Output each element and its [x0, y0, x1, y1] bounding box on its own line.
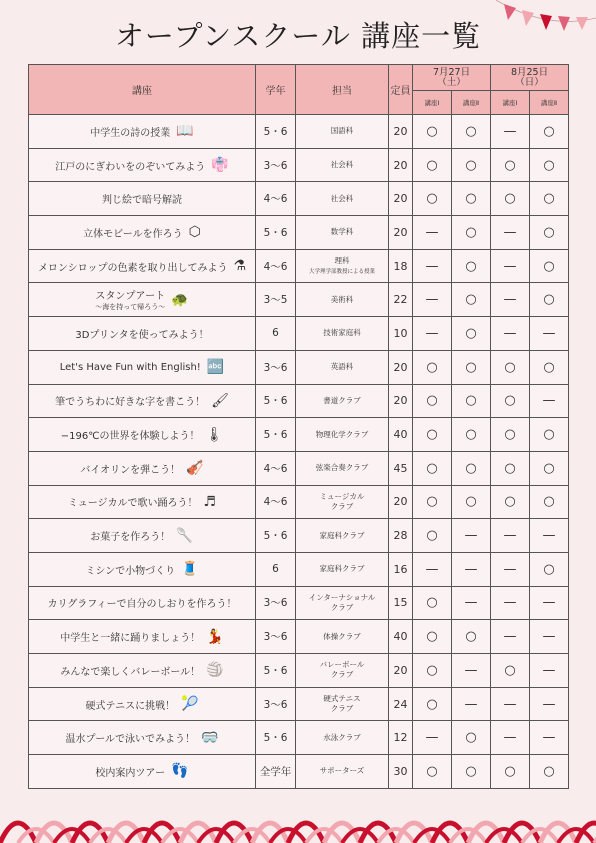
course-name: メロンシロップの色素を取り出してみよう [37, 262, 228, 274]
session-availability-cell: ○ [452, 384, 491, 418]
table-row [29, 216, 569, 250]
session-availability-cell: ○ [413, 451, 452, 485]
flask-icon: ⚗ [233, 258, 247, 275]
session-availability-cell: ○ [530, 249, 569, 283]
teacher-name: サポーターズ [319, 766, 365, 776]
session-availability-cell: ○ [452, 317, 491, 351]
grade-cell: 5・6 [256, 519, 296, 553]
course-cell [29, 721, 256, 755]
session-availability-cell: — [491, 283, 530, 317]
session-availability-cell: ○ [413, 687, 452, 721]
violin-icon: 🎻 [186, 460, 204, 477]
session-availability-cell: ○ [452, 249, 491, 283]
teacher-subtitle: クラブ [330, 501, 354, 511]
teacher-cell [296, 418, 389, 452]
sewing-machine-icon: 🧵 [181, 561, 199, 578]
course-cell [29, 148, 256, 182]
capacity-cell: 20 [389, 182, 413, 216]
session-availability-cell: ○ [530, 216, 569, 250]
session-availability-cell: ○ [452, 620, 491, 654]
teacher-name: 技術家庭科 [323, 328, 361, 338]
session-availability-cell: ○ [452, 755, 491, 789]
teacher-name: 英語科 [330, 362, 354, 372]
table-row [29, 283, 569, 317]
course-name: 硬式テニスに挑戦！ [85, 700, 176, 712]
course-cell [29, 249, 256, 283]
grade-cell: 4〜6 [256, 182, 296, 216]
course-name: みんなで楽しくバレーボール！ [60, 666, 201, 678]
scallop-border-decoration [0, 803, 596, 843]
session-availability-cell: — [491, 115, 530, 149]
sea-creatures-icon: 🐢 [171, 291, 189, 308]
teacher-name: 社会科 [330, 193, 354, 203]
session-availability-cell: — [530, 384, 569, 418]
grade-cell: 全学年 [256, 755, 296, 789]
session-availability-cell: ○ [452, 418, 491, 452]
session-availability-cell: — [530, 687, 569, 721]
course-cell [29, 620, 256, 654]
header-date-2 [491, 65, 569, 91]
teacher-cell [296, 148, 389, 182]
table-row [29, 317, 569, 351]
session-availability-cell: ○ [452, 182, 491, 216]
header-teacher: 担当 [296, 65, 389, 115]
session-availability-cell: — [491, 586, 530, 620]
session-availability-cell: ○ [491, 148, 530, 182]
teacher-name: 家庭科クラブ [319, 564, 365, 574]
table-row [29, 485, 569, 519]
table-row [29, 519, 569, 553]
teacher-cell [296, 283, 389, 317]
teacher-cell [296, 317, 389, 351]
session-availability-cell: — [413, 283, 452, 317]
goggles-icon: 🥽 [201, 729, 219, 746]
course-cell [29, 216, 256, 250]
session-availability-cell: — [530, 586, 569, 620]
table-row [29, 249, 569, 283]
grade-cell: 3〜6 [256, 350, 296, 384]
session-availability-cell: ○ [530, 115, 569, 149]
grade-cell: 3〜5 [256, 283, 296, 317]
table-row [29, 182, 569, 216]
session-availability-cell: ○ [413, 182, 452, 216]
session-availability-cell: ○ [413, 519, 452, 553]
course-name: カリグラフィーで自分のしおりを作ろう！ [47, 599, 237, 611]
teacher-cell [296, 519, 389, 553]
grade-cell: 4〜6 [256, 485, 296, 519]
session-availability-cell: — [491, 249, 530, 283]
session-availability-cell: ○ [413, 418, 452, 452]
table-body [29, 115, 569, 789]
capacity-cell: 20 [389, 654, 413, 688]
teacher-subtitle: クラブ [330, 602, 354, 612]
course-subtitle: 〜海を持って帰ろう〜 [95, 303, 166, 312]
session-availability-cell: ○ [413, 586, 452, 620]
teacher-cell [296, 350, 389, 384]
session-availability-cell: — [413, 216, 452, 250]
teacher-cell [296, 687, 389, 721]
session-availability-cell: — [452, 687, 491, 721]
session-availability-cell: ○ [452, 350, 491, 384]
thermometer-icon: 🌡 [205, 426, 224, 443]
session-availability-cell: ○ [452, 451, 491, 485]
course-cell [29, 485, 256, 519]
session-availability-cell: ○ [491, 485, 530, 519]
grade-cell: 5・6 [256, 216, 296, 250]
capacity-cell: 12 [389, 721, 413, 755]
course-name: 中学生の詩の授業 [90, 127, 171, 139]
date-2-day: 8月25日 [510, 66, 549, 78]
session-availability-cell: — [452, 586, 491, 620]
session-availability-cell: ○ [413, 350, 452, 384]
course-name: 立体モビールを作ろう [83, 228, 183, 240]
session-availability-cell: ○ [530, 283, 569, 317]
session-availability-cell: — [452, 654, 491, 688]
session-availability-cell: ○ [530, 418, 569, 452]
table-row [29, 148, 569, 182]
grade-cell: 3〜6 [256, 687, 296, 721]
course-name: 校内案内ツアー [95, 767, 166, 779]
capacity-cell: 20 [389, 350, 413, 384]
teacher-cell [296, 755, 389, 789]
session-availability-cell: — [413, 317, 452, 351]
session-availability-cell: — [413, 249, 452, 283]
teacher-name: 国語科 [330, 126, 354, 136]
dancer-icon: 💃 [206, 628, 224, 645]
session-availability-cell: ○ [491, 182, 530, 216]
capacity-cell: 20 [389, 148, 413, 182]
header-date-1 [413, 65, 491, 91]
capacity-cell: 28 [389, 519, 413, 553]
session-availability-cell: — [452, 552, 491, 586]
session-availability-cell: ○ [491, 654, 530, 688]
teacher-cell [296, 451, 389, 485]
table-row [29, 721, 569, 755]
course-name: Let's Have Fun with English! [59, 361, 201, 373]
table-row [29, 451, 569, 485]
teacher-cell [296, 216, 389, 250]
course-cell [29, 519, 256, 553]
teacher-name: 書道クラブ [323, 395, 361, 405]
teacher-name: 社会科 [330, 160, 354, 170]
table-row [29, 384, 569, 418]
course-cell [29, 552, 256, 586]
session-availability-cell: ○ [530, 148, 569, 182]
samurai-icon: 👘 [211, 157, 229, 174]
fan-brush-icon: 🖌 [211, 392, 229, 409]
course-name: 江戸のにぎわいをのぞいてみよう [55, 161, 206, 173]
grade-cell: 6 [256, 317, 296, 351]
session-availability-cell: ○ [530, 350, 569, 384]
session-availability-cell: — [530, 721, 569, 755]
session-availability-cell: ○ [530, 182, 569, 216]
grade-cell: 4〜6 [256, 451, 296, 485]
session-availability-cell: — [530, 654, 569, 688]
course-name: 筆でうちわに好きな字を書こう！ [55, 397, 206, 409]
session-availability-cell: ○ [491, 755, 530, 789]
course-name: ミシンで小物づくり [85, 565, 176, 577]
course-cell [29, 182, 256, 216]
capacity-cell: 18 [389, 249, 413, 283]
grade-cell: 6 [256, 552, 296, 586]
teacher-subtitle: 大学理学部教授による授業 [308, 268, 375, 275]
cube-icon: ⬡ [188, 224, 201, 241]
grade-cell: 5・6 [256, 384, 296, 418]
session-availability-cell: — [491, 687, 530, 721]
teacher-cell [296, 654, 389, 688]
course-cell [29, 384, 256, 418]
session-availability-cell: ○ [413, 384, 452, 418]
table-row [29, 654, 569, 688]
music-notes-icon: ♬ [203, 493, 217, 510]
header-session-2: 講座Ⅱ [452, 91, 491, 115]
date-1-weekday: （土） [437, 76, 466, 88]
session-availability-cell: ○ [413, 654, 452, 688]
capacity-cell: 20 [389, 115, 413, 149]
capacity-cell: 20 [389, 485, 413, 519]
session-availability-cell: ○ [452, 485, 491, 519]
grade-cell: 3〜6 [256, 586, 296, 620]
header-grade: 学年 [256, 65, 296, 115]
teacher-name: 物理化学クラブ [315, 429, 369, 439]
session-availability-cell: — [413, 721, 452, 755]
teacher-subtitle: クラブ [330, 704, 354, 714]
table-row [29, 552, 569, 586]
volleyball-icon: 🏐 [206, 662, 224, 679]
teacher-cell [296, 721, 389, 755]
baking-tools-icon: 🥄 [176, 527, 194, 544]
teacher-cell [296, 384, 389, 418]
course-cell [29, 586, 256, 620]
grade-cell: 5・6 [256, 654, 296, 688]
session-availability-cell: ○ [530, 755, 569, 789]
header-session-2: 講座Ⅱ [530, 91, 569, 115]
session-availability-cell: — [452, 519, 491, 553]
course-cell [29, 317, 256, 351]
teacher-cell [296, 552, 389, 586]
table-row [29, 620, 569, 654]
grade-cell: 5・6 [256, 418, 296, 452]
capacity-cell: 30 [389, 755, 413, 789]
book-icon: 📖 [176, 123, 194, 140]
header-capacity: 定員 [389, 65, 413, 115]
session-availability-cell: — [491, 519, 530, 553]
course-name: バイオリンを弾こう！ [80, 464, 181, 476]
capacity-cell: 16 [389, 552, 413, 586]
teacher-name: インターナショナル [308, 592, 376, 602]
course-cell [29, 115, 256, 149]
session-availability-cell: — [530, 317, 569, 351]
teacher-name: 家庭科クラブ [319, 530, 365, 540]
course-name: スタンプアート [95, 291, 166, 303]
course-name: ミュージカルで歌い踊ろう！ [67, 498, 198, 510]
session-availability-cell: ○ [491, 418, 530, 452]
abc-blocks-icon: 🔤 [206, 359, 225, 376]
teacher-name: 弦楽合奏クラブ [315, 463, 369, 473]
teacher-cell [296, 485, 389, 519]
course-cell [29, 418, 256, 452]
teacher-name: 体操クラブ [323, 631, 361, 641]
session-availability-cell: ○ [452, 216, 491, 250]
session-availability-cell: ○ [491, 451, 530, 485]
header-session-1: 講座Ⅰ [491, 91, 530, 115]
capacity-cell: 24 [389, 687, 413, 721]
teacher-subtitle: クラブ [330, 670, 354, 680]
course-name: 中学生と一緒に踊りましょう！ [60, 633, 201, 645]
session-availability-cell: ○ [413, 755, 452, 789]
teacher-name: 理科 [334, 255, 350, 265]
session-availability-cell: ○ [530, 485, 569, 519]
session-availability-cell: ○ [452, 283, 491, 317]
teacher-name: 美術科 [330, 294, 354, 304]
header-session-1: 講座Ⅰ [413, 91, 452, 115]
date-2-weekday: （日） [515, 76, 544, 88]
session-availability-cell: — [491, 620, 530, 654]
grade-cell: 5・6 [256, 115, 296, 149]
grade-cell: 3〜6 [256, 148, 296, 182]
session-availability-cell: — [491, 216, 530, 250]
table-row [29, 586, 569, 620]
session-availability-cell: ○ [491, 384, 530, 418]
session-availability-cell: ○ [413, 620, 452, 654]
session-availability-cell: ○ [530, 451, 569, 485]
tennis-racket-icon: 🎾 [181, 696, 199, 713]
course-name: 3Dプリンタを使ってみよう！ [75, 329, 209, 341]
capacity-cell: 15 [389, 586, 413, 620]
date-1-day: 7月27日 [432, 66, 471, 78]
session-availability-cell: — [491, 317, 530, 351]
course-name: お菓子を作ろう！ [90, 532, 171, 544]
footprints-icon: 👣 [171, 763, 189, 780]
teacher-name: バレーボール [319, 660, 365, 670]
course-cell [29, 283, 256, 317]
capacity-cell: 22 [389, 283, 413, 317]
teacher-name: ミュージカル [319, 491, 365, 501]
teacher-cell [296, 586, 389, 620]
header-course: 講座 [29, 65, 256, 115]
session-availability-cell: — [491, 721, 530, 755]
capacity-cell: 20 [389, 216, 413, 250]
grade-cell: 4〜6 [256, 249, 296, 283]
course-name: −196℃の世界を体験しよう！ [60, 431, 200, 443]
session-availability-cell: ○ [452, 115, 491, 149]
table-row [29, 755, 569, 789]
teacher-name: 数学科 [330, 227, 354, 237]
course-cell [29, 687, 256, 721]
session-availability-cell: — [530, 519, 569, 553]
course-name: 温水プールで泳いでみよう！ [65, 734, 196, 746]
teacher-cell [296, 182, 389, 216]
teacher-name: 水泳クラブ [323, 732, 361, 742]
session-availability-cell: ○ [530, 552, 569, 586]
teacher-cell [296, 249, 389, 283]
session-availability-cell: — [413, 552, 452, 586]
capacity-cell: 45 [389, 451, 413, 485]
session-availability-cell: ○ [452, 721, 491, 755]
session-availability-cell: ○ [491, 350, 530, 384]
capacity-cell: 20 [389, 384, 413, 418]
teacher-name: 硬式テニス [323, 694, 361, 704]
teacher-cell [296, 115, 389, 149]
grade-cell: 5・6 [256, 721, 296, 755]
page-title: オープンスクール 講座一覧 [114, 19, 482, 53]
capacity-cell: 40 [389, 418, 413, 452]
table-row [29, 350, 569, 384]
course-table [28, 64, 569, 789]
table-row [29, 115, 569, 149]
course-cell [29, 350, 256, 384]
session-availability-cell: ○ [452, 148, 491, 182]
session-availability-cell: ○ [413, 485, 452, 519]
course-cell [29, 654, 256, 688]
session-availability-cell: ○ [413, 115, 452, 149]
session-availability-cell: — [491, 552, 530, 586]
table-row [29, 418, 569, 452]
table-row [29, 687, 569, 721]
session-availability-cell: ○ [413, 148, 452, 182]
session-availability-cell: — [530, 620, 569, 654]
capacity-cell: 10 [389, 317, 413, 351]
grade-cell: 3〜6 [256, 620, 296, 654]
course-name: 判じ絵で暗号解読 [102, 195, 182, 207]
teacher-cell [296, 620, 389, 654]
course-cell [29, 451, 256, 485]
capacity-cell: 40 [389, 620, 413, 654]
course-cell [29, 755, 256, 789]
